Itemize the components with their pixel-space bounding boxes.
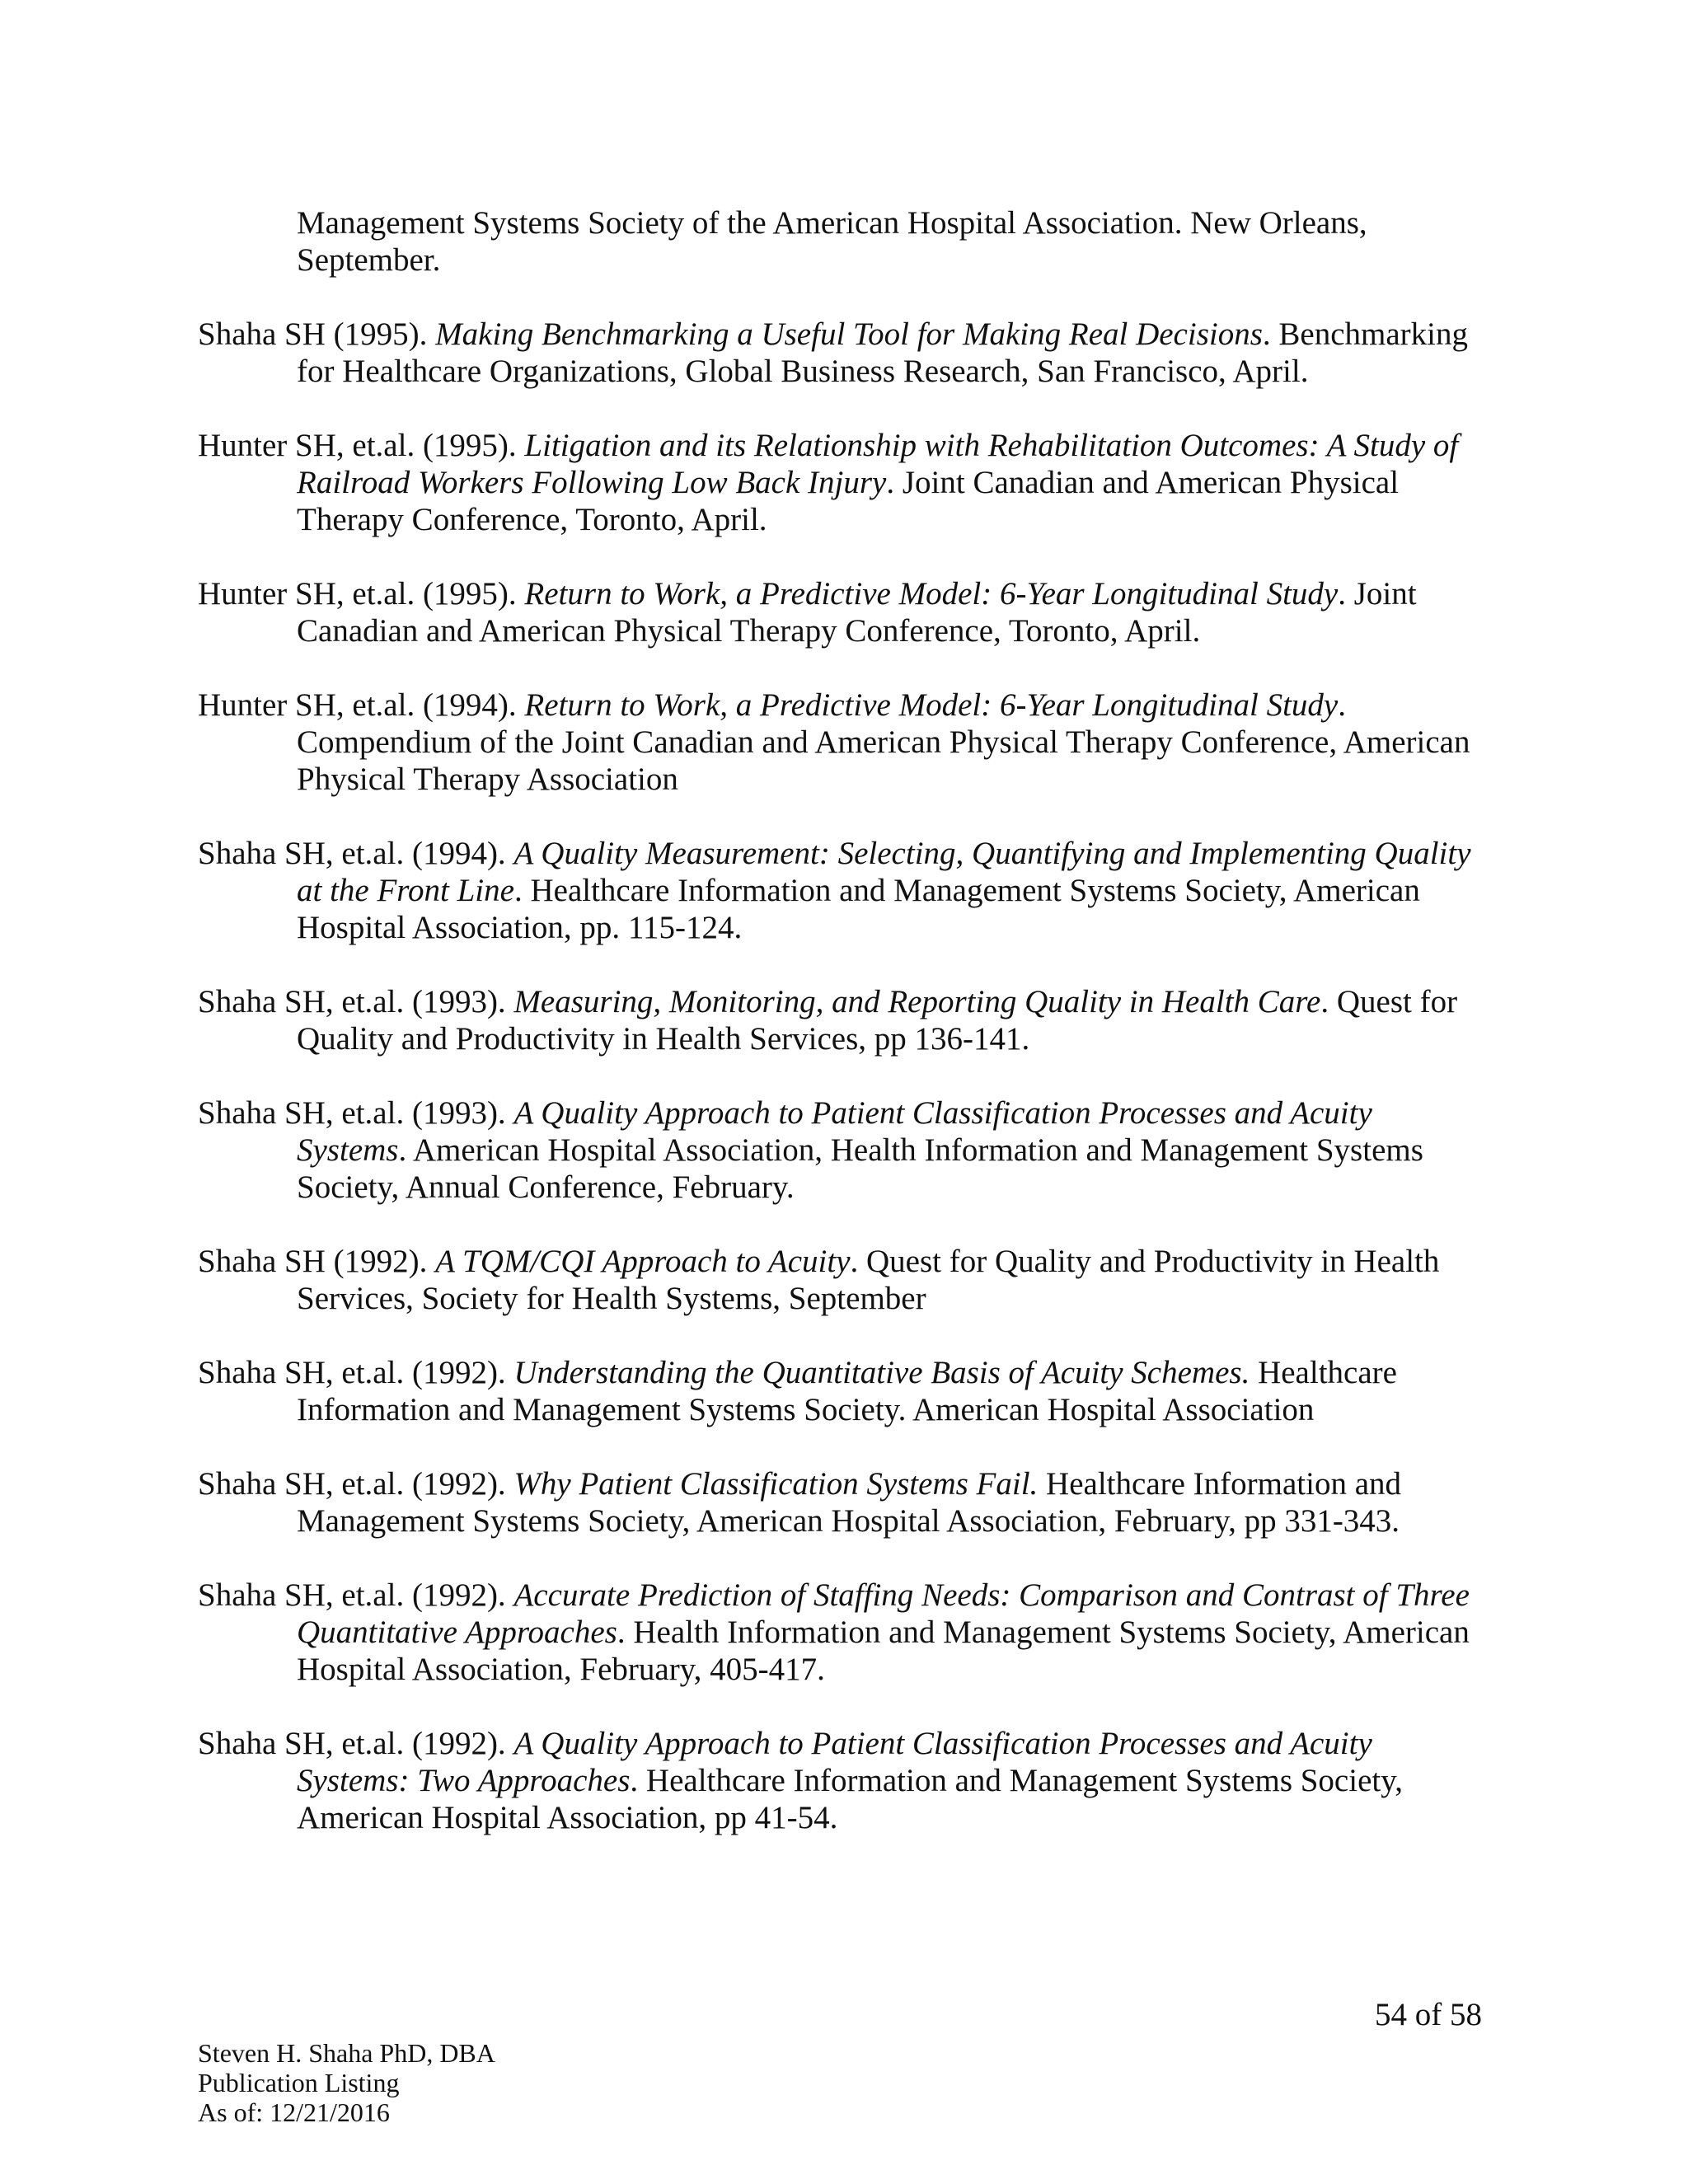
reference-lead: Shaha SH, et.al. (1992). [198,1577,514,1613]
reference-entry [198,1243,1484,1317]
page-number: 54 of 58 [1375,1997,1482,2032]
reference-source: . Healthcare Information and Management Systems Society, American Hospital Association, pp 41-54. [297,1763,1403,1835]
reference-entry [198,204,1484,279]
reference-lead: Shaha SH (1992). [198,1244,436,1279]
reference-source: Healthcare Information and Management Systems Society, American Hospital Association, February, pp 331-343. [297,1466,1402,1539]
reference-lead: Shaha SH, et.al. (1992). [198,1726,514,1761]
reference-lead: Hunter SH, et.al. (1995). [198,576,525,612]
reference-entry [198,1577,1484,1688]
reference-source: . Joint Canadian and American Physical Therapy Conference, Toronto, April. [297,465,1400,537]
footer-document-title: Publication Listing [198,2068,400,2097]
footer-date: As of: 12/21/2016 [198,2097,390,2127]
reference-title: Return to Work, a Predictive Model: 6-Year Longitudinal Study [524,576,1339,612]
reference-title: Measuring, Monitoring, and Reporting Quality in Health Care [513,984,1321,1019]
reference-title: Making Benchmarking a Useful Tool for Making Real Decisions [435,316,1263,352]
reference-lead: Shaha SH, et.al. (1994). [198,836,514,871]
reference-entry [198,1354,1484,1428]
reference-source: . Health Information and Management Systems Society, American Hospital Association, February, 405-417. [297,1615,1470,1687]
reference-lead: Shaha SH (1995). [198,316,436,352]
reference-title: A Quality Measurement: Selecting, Quantifying and Implementing Quality at the Front Line [297,836,1471,908]
footer-author: Steven H. Shaha PhD, DBA [198,2038,495,2068]
reference-lead: Shaha SH, et.al. (1992). [198,1355,514,1390]
reference-title: Accurate Prediction of Staffing Needs: Comparison and Contrast of Three Quantitative Approaches [297,1577,1470,1650]
reference-entry [198,1094,1484,1206]
reference-title: Return to Work, a Predictive Model: 6-Year Longitudinal Study [524,687,1339,723]
reference-entry [198,1465,1484,1540]
reference-source: Management Systems Society of the American Hospital Association. New Orleans, September. [297,205,1367,278]
reference-source: . Joint Canadian and American Physical Therapy Conference, Toronto, April. [297,576,1417,649]
reference-source: . American Hospital Association, Health Information and Management Systems Society, Annual Conference, February. [297,1132,1423,1205]
reference-entry [198,316,1484,390]
reference-source: . Quest for Quality and Productivity in Health Services, Society for Health Systems, September [297,1244,1440,1316]
reference-source: . Benchmarking for Healthcare Organizations, Global Business Research, San Francisco, April. [297,316,1469,389]
reference-title: A TQM/CQI Approach to Acuity [435,1244,851,1279]
reference-title: A Quality Approach to Patient Classification Processes and Acuity Systems: Two Approaches [297,1726,1372,1798]
reference-lead: Shaha SH, et.al. (1993). [198,1095,514,1131]
reference-source: . Quest for Quality and Productivity in Health Services, pp 136-141. [297,984,1458,1057]
reference-entry [198,1725,1484,1836]
reference-title: Litigation and its Relationship with Rehabilitation Outcomes: A Study of Railroad Workers Following Low Back Injury [297,428,1459,500]
reference-lead: Shaha SH, et.al. (1992). [198,1466,514,1502]
reference-title: Why Patient Classification Systems Fail. [513,1466,1039,1502]
reference-entry [198,427,1484,538]
reference-title: Understanding the Quantitative Basis of Acuity Schemes. [513,1355,1250,1390]
reference-lead: Hunter SH, et.al. (1995). [198,428,525,463]
reference-list [198,204,1484,1873]
reference-entry [198,575,1484,649]
reference-lead: Hunter SH, et.al. (1994). [198,687,525,723]
reference-entry [198,983,1484,1057]
page-footer [198,2038,495,2127]
reference-lead: Shaha SH, et.al. (1993). [198,984,514,1019]
reference-entry [198,835,1484,946]
reference-source: . Healthcare Information and Management Systems Society, American Hospital Association, pp. 115-124. [297,873,1420,945]
reference-entry [198,687,1484,798]
reference-title: A Quality Approach to Patient Classification Processes and Acuity Systems [297,1095,1372,1168]
reference-source: . Compendium of the Joint Canadian and American Physical Therapy Conference, American Physical Therapy Association [297,687,1470,797]
reference-source: Healthcare Information and Management Systems Society. American Hospital Association [297,1355,1397,1427]
